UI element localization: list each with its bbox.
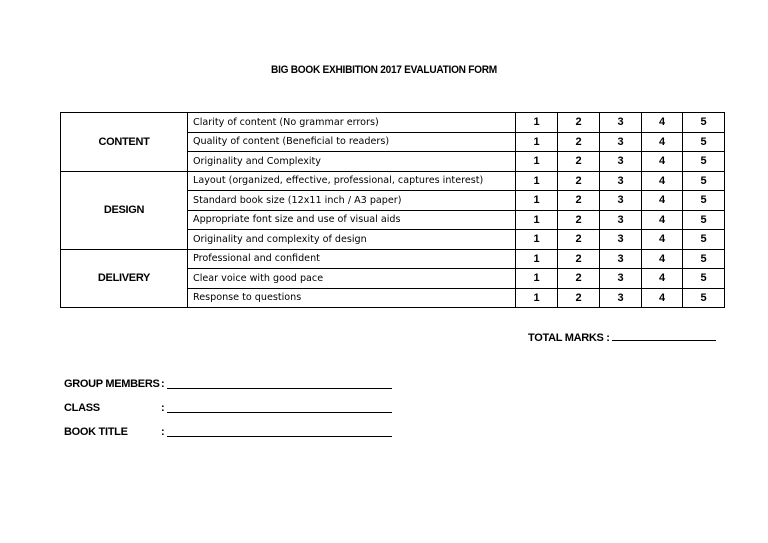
score-4-cell[interactable]: 4 — [642, 210, 683, 230]
score-1-cell[interactable]: 1 — [516, 249, 558, 269]
form-title: BIG BOOK EXHIBITION 2017 EVALUATION FORM — [271, 64, 497, 76]
book-title-label: BOOK TITLE — [64, 426, 128, 438]
score-1-cell[interactable]: 1 — [516, 288, 558, 308]
score-5-cell[interactable]: 5 — [683, 249, 725, 269]
score-5-cell[interactable]: 5 — [683, 210, 725, 230]
score-4-cell[interactable]: 4 — [642, 191, 683, 211]
group-members-line[interactable] — [167, 388, 392, 389]
score-5-cell[interactable]: 5 — [683, 230, 725, 250]
score-4-cell[interactable]: 4 — [642, 171, 683, 191]
criteria-row — [61, 171, 725, 191]
class-label: CLASS — [64, 402, 100, 414]
category-delivery: DELIVERY — [61, 249, 188, 308]
score-1-cell[interactable]: 1 — [516, 191, 558, 211]
score-4-cell[interactable]: 4 — [642, 288, 683, 308]
score-1-cell[interactable]: 1 — [516, 210, 558, 230]
score-1-cell[interactable]: 1 — [516, 132, 558, 152]
score-3-cell[interactable]: 3 — [600, 113, 642, 133]
score-1-cell[interactable]: 1 — [516, 152, 558, 172]
score-2-cell[interactable]: 2 — [558, 152, 600, 172]
score-4-cell[interactable]: 4 — [642, 113, 683, 133]
score-3-cell[interactable]: 3 — [600, 230, 642, 250]
score-1-cell[interactable]: 1 — [516, 171, 558, 191]
score-2-cell[interactable]: 2 — [558, 210, 600, 230]
criterion-label: Layout (organized, effective, professional, captures interest) — [188, 171, 516, 191]
criterion-label: Professional and confident — [188, 249, 516, 269]
criterion-label: Response to questions — [188, 288, 516, 308]
criterion-label: Clear voice with good pace — [188, 269, 516, 289]
score-3-cell[interactable]: 3 — [600, 132, 642, 152]
score-2-cell[interactable]: 2 — [558, 132, 600, 152]
criterion-label: Originality and complexity of design — [188, 230, 516, 250]
class-line[interactable] — [167, 412, 392, 413]
group-members-label: GROUP MEMBERS — [64, 378, 160, 390]
criteria-row — [61, 249, 725, 269]
score-5-cell[interactable]: 5 — [683, 288, 725, 308]
score-2-cell[interactable]: 2 — [558, 249, 600, 269]
score-5-cell[interactable]: 5 — [683, 171, 725, 191]
score-1-cell[interactable]: 1 — [516, 269, 558, 289]
score-1-cell[interactable]: 1 — [516, 230, 558, 250]
category-design: DESIGN — [61, 171, 188, 249]
group-members-colon: : — [161, 378, 165, 390]
score-4-cell[interactable]: 4 — [642, 132, 683, 152]
total-marks-line[interactable] — [612, 331, 716, 341]
score-5-cell[interactable]: 5 — [683, 113, 725, 133]
score-2-cell[interactable]: 2 — [558, 113, 600, 133]
score-4-cell[interactable]: 4 — [642, 269, 683, 289]
score-3-cell[interactable]: 3 — [600, 171, 642, 191]
criterion-label: Appropriate font size and use of visual aids — [188, 210, 516, 230]
criterion-label: Clarity of content (No grammar errors) — [188, 113, 516, 133]
evaluation-table — [60, 112, 725, 308]
score-5-cell[interactable]: 5 — [683, 132, 725, 152]
score-3-cell[interactable]: 3 — [600, 152, 642, 172]
book-title-colon: : — [161, 426, 165, 438]
criterion-label: Originality and Complexity — [188, 152, 516, 172]
score-1-cell[interactable]: 1 — [516, 113, 558, 133]
score-3-cell[interactable]: 3 — [600, 210, 642, 230]
total-marks-label: TOTAL MARKS : — [528, 332, 610, 344]
criteria-row — [61, 113, 725, 133]
score-2-cell[interactable]: 2 — [558, 171, 600, 191]
score-5-cell[interactable]: 5 — [683, 191, 725, 211]
score-4-cell[interactable]: 4 — [642, 230, 683, 250]
score-2-cell[interactable]: 2 — [558, 230, 600, 250]
score-2-cell[interactable]: 2 — [558, 288, 600, 308]
score-5-cell[interactable]: 5 — [683, 269, 725, 289]
total-marks — [528, 331, 716, 344]
score-2-cell[interactable]: 2 — [558, 191, 600, 211]
category-content: CONTENT — [61, 113, 188, 172]
score-3-cell[interactable]: 3 — [600, 269, 642, 289]
score-2-cell[interactable]: 2 — [558, 269, 600, 289]
class-colon: : — [161, 402, 165, 414]
score-3-cell[interactable]: 3 — [600, 191, 642, 211]
criterion-label: Quality of content (Beneficial to readers) — [188, 132, 516, 152]
score-5-cell[interactable]: 5 — [683, 152, 725, 172]
score-4-cell[interactable]: 4 — [642, 152, 683, 172]
score-4-cell[interactable]: 4 — [642, 249, 683, 269]
score-3-cell[interactable]: 3 — [600, 288, 642, 308]
score-3-cell[interactable]: 3 — [600, 249, 642, 269]
book-title-line[interactable] — [167, 436, 392, 437]
criterion-label: Standard book size (12x11 inch / A3 paper) — [188, 191, 516, 211]
